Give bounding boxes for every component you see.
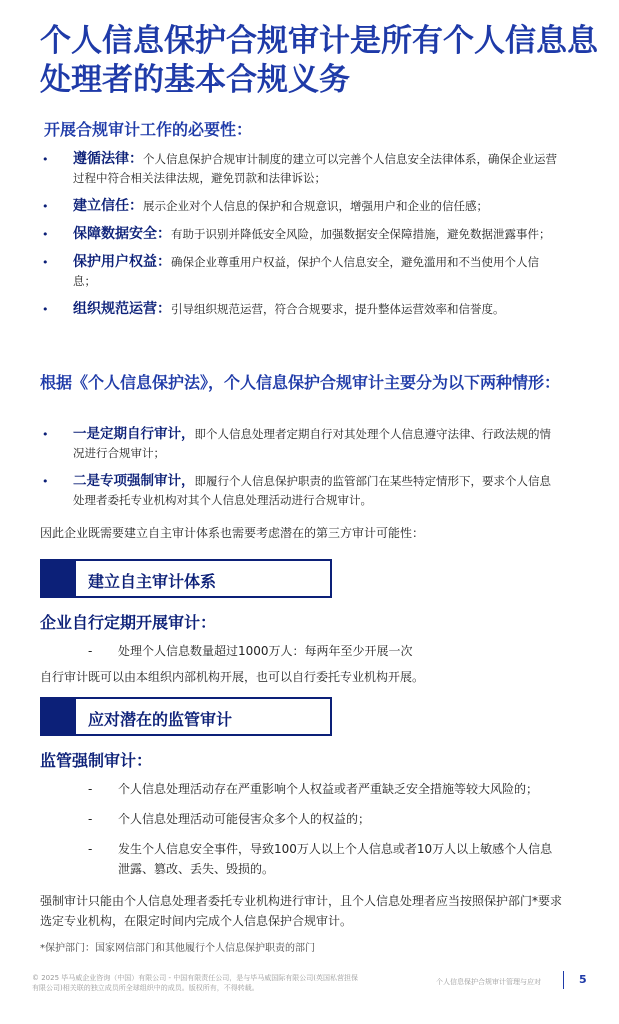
dash-icon: - (88, 644, 93, 658)
bullet-icon: • (42, 475, 49, 488)
necessity-heading: 开展合规审计工作的必要性： (44, 120, 253, 139)
list-item (88, 809, 558, 829)
dash-icon: - (88, 812, 93, 826)
item-term: 保护用户权益： (73, 254, 171, 270)
conclusion-text: 因此企业既需要建立自主审计体系也需要考虑潜在的第三方审计可能性： (40, 526, 425, 540)
item-text: 个人信息处理活动存在严重影响个人权益或者严重缺乏安全措施等较大风险的； (118, 782, 539, 796)
item-text: 发生个人信息安全事件，导致100万人以上个人信息或者10万人以上敏感个人信息泄露、篡改、丢失、毁损的。 (118, 842, 553, 876)
box-accent (42, 699, 76, 734)
list-item (88, 779, 558, 799)
item-term: 组织规范运营： (73, 301, 171, 317)
item-desc: 确保企业尊重用户权益，保护个人信息安全，避免滥用和不当使用个人信息； (73, 255, 539, 288)
self-audit-note: 自行审计既可以由本组织内部机构开展，也可以自行委托专业机构开展。 (40, 670, 425, 684)
item-term: 保障数据安全： (73, 226, 171, 242)
bullet-icon: • (42, 153, 49, 166)
footnote: *保护部门：国家网信部门和其他履行个人信息保护职责的部门 (40, 943, 315, 954)
regulatory-audit-list (88, 779, 558, 889)
regulatory-audit-note: 强制审计只能由个人信息处理者委托专业机构进行审计，且个人信息处理者应当按照保护部门*要求选定专业机构，在限定时间内完成个人信息保护合规审计。 (40, 894, 563, 928)
item-desc: 引导组织规范运营，符合合规要求，提升整体运营效率和信誉度。 (171, 302, 505, 316)
list-item (40, 472, 560, 510)
item-term: 遵循法律： (73, 151, 143, 167)
item-text: 个人信息处理活动可能侵害众多个人的权益的； (118, 812, 371, 826)
item-desc: 展示企业对个人信息的保护和合规意识，增强用户和企业的信任感； (143, 199, 488, 213)
item-desc: 有助于识别并降低安全风险，加强数据安全保障措施，避免数据泄露事件； (171, 227, 551, 241)
item-term: 二是专项强制审计， (73, 473, 195, 489)
regulatory-audit-subheading: 监管强制审计： (40, 751, 153, 770)
dash-icon: - (88, 782, 93, 796)
list-item (40, 197, 560, 216)
item-text: 处理个人信息数量超过1000万人：每两年至少开展一次 (118, 644, 413, 658)
item-desc: 即个人信息处理者定期自行对其处理个人信息遵守法律、行政法规的情况进行合规审计； (73, 427, 551, 460)
bullet-icon: • (42, 228, 49, 241)
audit-types-heading: 根据《个人信息保护法》，个人信息保护合规审计主要分为以下两种情形： (40, 373, 561, 392)
page-number: 5 (579, 973, 587, 986)
list-item (40, 150, 560, 188)
box-label: 建立自主审计体系 (88, 572, 217, 591)
bullet-icon: • (42, 428, 49, 441)
box-accent (42, 561, 76, 596)
section-box-regulatory-audit (40, 697, 332, 736)
self-audit-subheading: 企业自行定期开展审计： (40, 613, 217, 632)
item-term: 一是定期自行审计， (73, 426, 195, 442)
section-box-self-audit (40, 559, 332, 598)
item-desc: 即履行个人信息保护职责的监管部门在某些特定情形下，要求个人信息处理者委托专业机构对其个人信息处理活动进行合规审计。 (73, 474, 551, 507)
footer-doc-title: 个人信息保护合规审计管理与应对 (436, 978, 541, 986)
copyright-text: © 2025 毕马威企业咨询（中国）有限公司 - 中国有限责任公司，是与毕马威国际有限公司(英国私营担保有限公司)相关联的独立成员所全球组织中的成员。版权所有，不得转载。 (32, 974, 358, 992)
item-term: 建立信任： (73, 198, 143, 214)
bullet-icon: • (42, 303, 49, 316)
box-label: 应对潜在的监管审计 (88, 710, 233, 729)
list-item (40, 425, 560, 463)
bullet-icon: • (42, 256, 49, 269)
list-item (40, 225, 560, 244)
bullet-icon: • (42, 200, 49, 213)
item-desc: 个人信息保护合规审计制度的建立可以完善个人信息安全法律体系，确保企业运营过程中符合相关法律法规，避免罚款和法律诉讼； (73, 152, 557, 185)
footer-divider (563, 971, 564, 989)
necessity-list (40, 150, 560, 328)
list-item (40, 253, 560, 291)
page-title: 个人信息保护合规审计是所有个人信息息处理者的基本合规义务 (40, 23, 598, 98)
list-item (88, 641, 558, 661)
list-item (40, 300, 560, 319)
dash-icon: - (88, 842, 93, 856)
audit-types-list (40, 425, 560, 519)
list-item (88, 839, 558, 879)
